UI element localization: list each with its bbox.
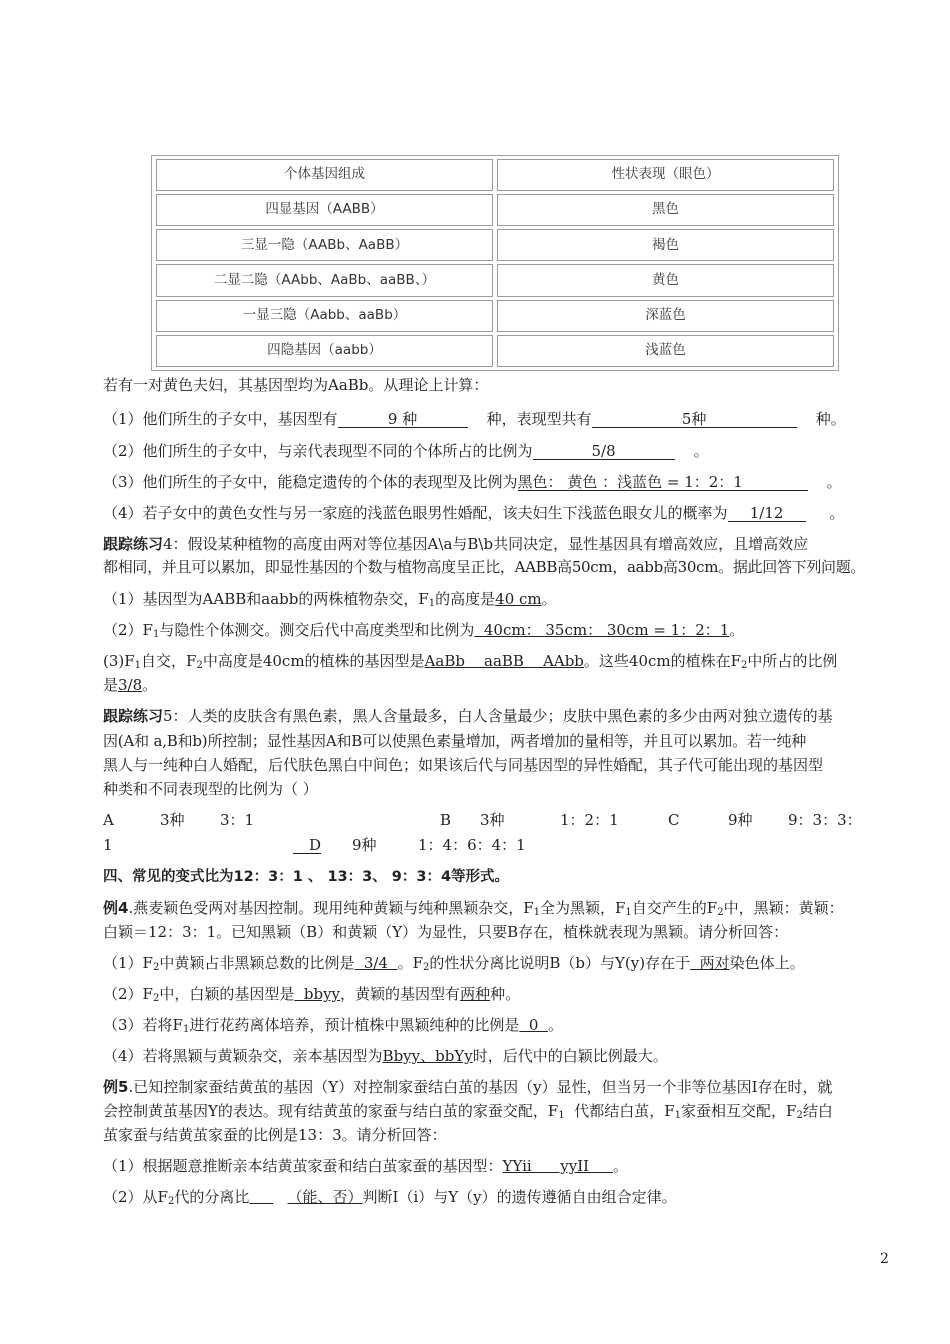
text: （1）根据题意推断亲本结黄茧家蚕和结白茧家蚕的基因型： — [103, 1157, 503, 1175]
text: （3）他们所生的子女中，能稳定遗传的个体的表现型及比例为 — [103, 473, 518, 491]
example-5-part-2 — [103, 1190, 677, 1205]
answer: 3/4 — [354, 954, 398, 972]
example-label: 例5 — [103, 1078, 129, 1096]
table-cell: 深蓝色 — [497, 300, 834, 332]
text: 自交产生的F — [631, 899, 718, 917]
example-4-line-2 — [103, 925, 788, 940]
text: 会控制黄茧基因Y的表达。现有结黄茧的家蚕与结白茧的家蚕交配，F — [103, 1102, 559, 1120]
text: .已知控制家蚕结黄茧的基因（Y）对控制家蚕结白茧的基因（y）显性，但当另一个非等位基因I存在时，就 — [128, 1078, 833, 1096]
answer-blank — [249, 1188, 273, 1206]
text: 因(A和 a,B和b)所控制；显性基因A和B可以使黑色素量增加，两者增加的量相等，并且可以累加。若一纯种 — [103, 732, 807, 750]
answer-blank: 5种 — [592, 411, 797, 428]
text: （3）若将F — [103, 1016, 183, 1034]
text: 染色体上。 — [729, 954, 805, 972]
subscript: 1 — [558, 1110, 565, 1121]
exercise-4-line-1 — [103, 537, 808, 552]
table-row — [156, 264, 834, 296]
subscript: 2 — [167, 1196, 175, 1207]
exercise-4-part-3-cont — [103, 678, 157, 693]
subscript: 1 — [152, 629, 160, 640]
answer: Bbyy、bbYy — [382, 1047, 473, 1065]
exercise-5-line-2 — [103, 734, 806, 749]
text: 判断I（i）与Y（y）的遗传遵循自由组合定律。 — [362, 1188, 677, 1206]
text: 。这些40cm的植株在F — [583, 652, 742, 670]
section-heading: 四、常见的变式比为12：3：1 、 13：3、 9：3：4等形式。 — [103, 869, 510, 885]
text: 种，表现型共有 — [486, 410, 592, 428]
exercise-5-line-1 — [103, 709, 833, 724]
text: 。F — [397, 954, 423, 972]
table-cell: 黑色 — [497, 194, 834, 226]
text: 的高度是 — [435, 590, 496, 608]
text: 全为黑颖，F — [540, 899, 626, 917]
text: 。 — [547, 1016, 563, 1034]
answer: YYii yyII — [502, 1157, 613, 1175]
table-cell: 四隐基因（aabb） — [156, 335, 493, 367]
text: 中高度是40cm的植株的基因型是 — [202, 652, 425, 670]
example-4-line-1 — [103, 901, 844, 916]
option-text: 9种 — [352, 836, 377, 854]
text: 4：假设某种植物的高度由两对等位基因A\a与B\b共同决定，显性基因具有增高效应，且增高效应 — [163, 535, 809, 553]
answer-blank: 1/12 — [728, 505, 806, 522]
table-header-cell: 性状表现（眼色） — [497, 159, 834, 191]
example-label: 例4 — [103, 899, 129, 917]
answer-choice: D — [293, 838, 321, 854]
text: （2）他们所生的子女中，与亲代表现型不同的个体所占的比例为 — [103, 442, 533, 460]
text: 与隐性个体测交。测交后代中高度类型和比例为 — [159, 621, 475, 639]
subscript: 2 — [422, 962, 430, 973]
example-4-part-1 — [103, 956, 805, 971]
exercise-label: 跟踪练习 — [103, 535, 164, 553]
text: 代都结白茧，F — [564, 1102, 675, 1120]
subscript: 1 — [674, 1110, 682, 1121]
text: 中所占的比例 — [747, 652, 838, 670]
text: 。 — [142, 676, 158, 694]
question-intro — [103, 378, 488, 393]
text: 。 — [826, 473, 842, 491]
text: 种类和不同表现型的比例为（ ） — [103, 780, 318, 798]
answer: AaBb aaBB AAbb — [424, 652, 584, 670]
table-cell: 褐色 — [497, 229, 834, 261]
text: 若有一对黄色夫妇，其基因型均为AaBb。从理论上计算： — [103, 376, 489, 394]
text: （1）基因型为AABB和aabb的两株植物杂交，F — [103, 590, 429, 608]
text: 中黄颖占非黑颖总数的比例是 — [159, 954, 355, 972]
example-5-line-2 — [103, 1104, 833, 1119]
text: 种。 — [815, 410, 846, 428]
text: 。 — [541, 590, 557, 608]
option-text: 1 — [103, 836, 113, 854]
text: 中，白颖的基因型是 — [159, 985, 295, 1003]
subscript: 2 — [796, 1110, 803, 1121]
text: 的性状分离比说明B（b）与Y(y)存在于 — [429, 954, 691, 972]
subscript: 1 — [134, 660, 142, 671]
example-5-line-3 — [103, 1128, 447, 1143]
exercise-4-part-2 — [103, 623, 744, 638]
answer-blank: 5/8 — [533, 443, 675, 460]
genotype-phenotype-table — [151, 155, 839, 371]
example-4-part-3 — [103, 1018, 563, 1033]
answer-blank: 9 种 — [338, 411, 468, 428]
text: 是 — [103, 676, 119, 694]
answer: 40cm： 35cm： 30cm = 1：2：1 — [474, 621, 730, 639]
text: 。 — [829, 504, 845, 522]
text: （4）若将黑颖与黄颖杂交，亲本基因型为 — [103, 1047, 383, 1065]
option-letter: B — [440, 811, 452, 829]
subscript: 1 — [428, 598, 436, 609]
subscript: 1 — [182, 1024, 190, 1035]
table-cell: 黄色 — [497, 264, 834, 296]
table-cell: 三显一隐（AABb、AaBB） — [156, 229, 493, 261]
answer: 40 cm — [495, 590, 542, 608]
option-text: 1：4：6：4：1 — [418, 836, 526, 854]
text: （2）F — [103, 985, 153, 1003]
text: （4）若子女中的黄色女性与另一家庭的浅蓝色眼男性婚配，该夫妇生下浅蓝色眼女儿的概率为 — [103, 504, 728, 522]
subscript: 2 — [152, 962, 160, 973]
table-cell: 浅蓝色 — [497, 335, 834, 367]
text: 种。 — [490, 985, 521, 1003]
table-header-cell: 个体基因组成 — [156, 159, 493, 191]
table-header-row — [156, 159, 834, 191]
example-5-part-1 — [103, 1159, 628, 1174]
text: 。 — [612, 1157, 628, 1175]
text: (3)F — [103, 652, 135, 670]
exercise-5-line-3 — [103, 758, 823, 773]
answer: 两种 — [460, 985, 491, 1003]
subscript: 2 — [196, 660, 203, 671]
example-4-part-4 — [103, 1049, 668, 1064]
table-cell: 四显基因（AABB） — [156, 194, 493, 226]
subscript: 1 — [533, 907, 540, 918]
text: .燕麦颖色受两对基因控制。现用纯种黄颖与纯种黑颖杂交，F — [128, 899, 534, 917]
text: 代的分离比 — [174, 1188, 250, 1206]
text: 进行花药离体培养，预计植株中黑颖纯种的比例是 — [189, 1016, 520, 1034]
text: 家蚕相互交配，F — [681, 1102, 797, 1120]
question-part-4 — [103, 505, 844, 522]
subscript: 2 — [741, 660, 748, 671]
option-text: 3种 — [160, 811, 185, 829]
table-cell: 一显三隐（Aabb、aaBb） — [156, 300, 493, 332]
option-text: 3种 — [480, 811, 505, 829]
text: 自交，F — [141, 652, 197, 670]
answer: bbyy — [294, 985, 341, 1003]
page-number: 2 — [880, 1251, 889, 1267]
text: 茧家蚕与结黄茧家蚕的比例是13：3。请分析回答： — [103, 1126, 447, 1144]
text: 结白 — [802, 1102, 833, 1120]
table-row — [156, 300, 834, 332]
example-5-line-1 — [103, 1080, 833, 1095]
answer: 两对 — [690, 954, 730, 972]
text: 中，黑颖：黄颖： — [723, 899, 844, 917]
question-part-1 — [103, 411, 846, 428]
text: ，黄颖的基因型有 — [340, 985, 461, 1003]
answer: 3/8 — [118, 676, 143, 694]
option-text: 9种 — [728, 811, 753, 829]
question-part-2 — [103, 443, 709, 460]
text: 黑人与一纯种白人婚配，后代肤色黑白中间色；如果该后代与同基因型的异性婚配，其子代可能出现的基因型 — [103, 756, 824, 774]
text: 时，后代中的白颖比例最大。 — [472, 1047, 668, 1065]
option-letter: A — [103, 811, 114, 829]
text: （2）F — [103, 621, 153, 639]
table-row — [156, 335, 834, 367]
option-text: 1：2：1 — [560, 811, 619, 829]
subscript: 2 — [717, 907, 724, 918]
option-text: 9：3：3： — [788, 811, 862, 829]
text: 。 — [729, 621, 745, 639]
example-4-part-2 — [103, 987, 520, 1002]
text: （1）他们所生的子女中，基因型有 — [103, 410, 338, 428]
text: （2）从F — [103, 1188, 168, 1206]
exercise-5-line-4 — [103, 782, 318, 797]
option-text: 3：1 — [220, 811, 255, 829]
question-part-3 — [103, 474, 842, 491]
subscript: 1 — [625, 907, 632, 918]
text: 白颖＝12：3：1。已知黑颖（B）和黄颖（Y）为显性，只要B存在，植株就表现为黑颖。请分析回答： — [103, 923, 789, 941]
exercise-4-line-2 — [103, 560, 865, 575]
text: 。 — [693, 442, 709, 460]
text: 都相同，并且可以累加，即显性基因的个数与植物高度呈正比，AABB高50cm，aabb高30cm。据此回答下列问题。 — [103, 558, 866, 576]
answer: （能、否） — [287, 1188, 363, 1206]
table-cell: 二显二隐（AAbb、AaBb、aaBB、） — [156, 264, 493, 296]
subscript: 2 — [152, 993, 160, 1004]
answer-blank: 黑色： 黄色 ：浅蓝色 = 1：2：1 — [518, 474, 808, 491]
table-row — [156, 229, 834, 261]
exercise-4-part-3 — [103, 654, 837, 669]
exercise-4-part-1 — [103, 592, 557, 607]
exercise-label: 跟踪练习 — [103, 707, 164, 725]
text: 5：人类的皮肤含有黑色素，黑人含量最多，白人含量最少；皮肤中黑色素的多少由两对独立遗传的基 — [163, 707, 833, 725]
answer: 0 — [519, 1016, 548, 1034]
option-letter: C — [668, 811, 680, 829]
text: （1）F — [103, 954, 153, 972]
table-row — [156, 194, 834, 226]
